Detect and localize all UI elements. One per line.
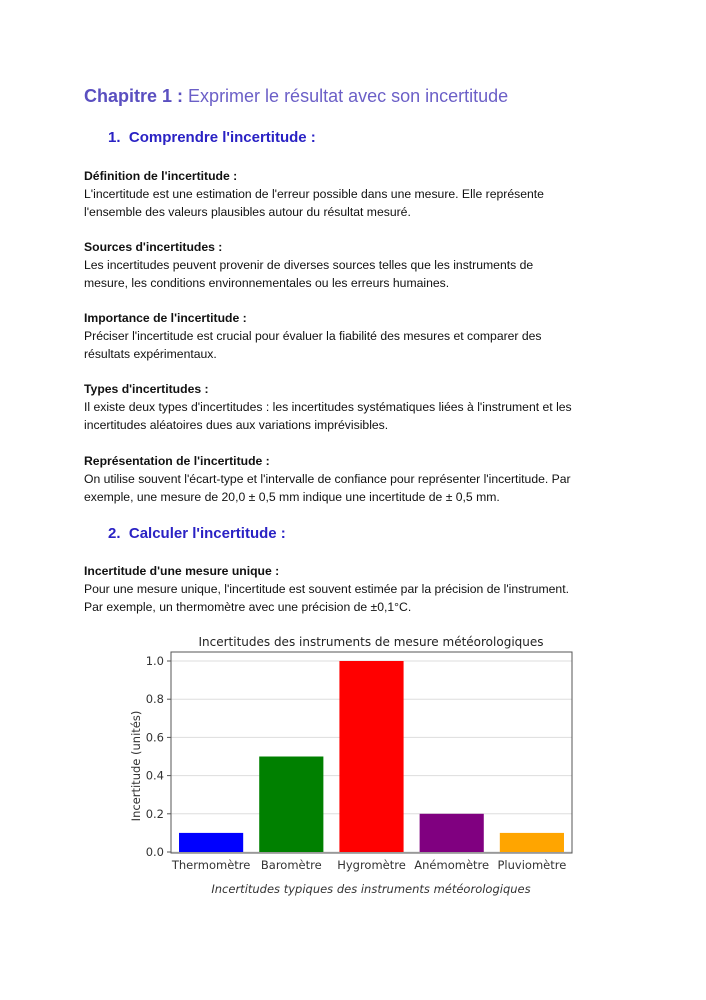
types-block [84, 380, 629, 434]
block-title: Définition de l'incertitude : [84, 169, 238, 183]
section-2-title: Calculer l'incertitude : [128, 525, 286, 542]
uncertainty-bar-chart [120, 630, 580, 905]
block-line: Par exemple, un thermomètre avec une précision de ±0,1°C. [84, 600, 412, 614]
x-tick-label: Baromètre [260, 858, 322, 872]
block-line: Pour une mesure unique, l'incertitude est souvent estimée par la précision de l'instrument. [84, 582, 569, 596]
section-2-heading [108, 525, 286, 542]
x-tick-label: Pluviomètre [497, 858, 567, 872]
block-line: incertitudes aléatoires dues aux variations imprévisibles. [84, 418, 389, 432]
section-1-number: 1. [108, 129, 121, 146]
block-title: Représentation de l'incertitude : [84, 454, 270, 468]
y-tick-label: 0.2 [145, 806, 164, 821]
block-line: mesure, les conditions environnementales ou les erreurs humaines. [84, 276, 450, 290]
chapter-heading [84, 86, 508, 107]
bar-hygromètre [339, 661, 403, 852]
chapter-title: Exprimer le résultat avec son incertitude [188, 86, 509, 106]
section-1-title: Comprendre l'incertitude : [128, 129, 316, 146]
y-tick-label: 0.6 [145, 730, 164, 745]
block-line: Il existe deux types d'incertitudes : les incertitudes systématiques liées à l'instrument et les [84, 400, 572, 414]
block-line: résultats expérimentaux. [84, 347, 217, 361]
y-tick-label: 0.4 [145, 768, 164, 783]
block-title: Importance de l'incertitude : [84, 311, 247, 325]
block-line: l'ensemble des valeurs plausibles autour du résultat mesuré. [84, 205, 411, 219]
sources-block [84, 238, 629, 292]
chapter-label: Chapitre 1 : [84, 86, 184, 106]
single-measure-block [84, 562, 629, 616]
x-tick-label: Thermomètre [171, 858, 251, 872]
y-tick-label: 0.8 [145, 692, 164, 707]
block-line: Préciser l'incertitude est crucial pour évaluer la fiabilité des mesures et comparer des [84, 329, 542, 343]
block-line: On utilise souvent l'écart-type et l'intervalle de confiance pour représenter l'incertitude. Par [84, 472, 571, 486]
section-1-heading [108, 129, 316, 146]
chart-caption: Incertitudes typiques des instruments météorologiques [211, 882, 531, 896]
block-line: exemple, une mesure de 20,0 ± 0,5 mm indique une incertitude de ± 0,5 mm. [84, 490, 500, 504]
bar-pluviomètre [500, 833, 564, 852]
x-tick-label: Hygromètre [337, 858, 406, 872]
bar-baromètre [259, 757, 323, 853]
y-tick-label: 0.0 [145, 845, 164, 859]
block-line: L'incertitude est une estimation de l'erreur possible dans une mesure. Elle représente [84, 187, 544, 201]
representation-block [84, 452, 629, 506]
y-tick-label: 1.0 [145, 654, 164, 668]
bar-thermomètre [179, 833, 243, 852]
block-line: Les incertitudes peuvent provenir de diverses sources telles que les instruments de [84, 258, 534, 272]
importance-block [84, 309, 629, 363]
section-2-number: 2. [108, 525, 121, 542]
block-title: Sources d'incertitudes : [84, 240, 223, 254]
x-tick-label: Anémomètre [414, 858, 490, 872]
definition-block [84, 167, 629, 221]
bar-anémomètre [420, 814, 484, 852]
chart-title: Incertitudes des instruments de mesure météorologiques [198, 635, 544, 649]
block-title: Types d'incertitudes : [84, 382, 209, 396]
block-title: Incertitude d'une mesure unique : [84, 564, 280, 578]
y-axis-label: Incertitude (unités) [129, 710, 143, 822]
